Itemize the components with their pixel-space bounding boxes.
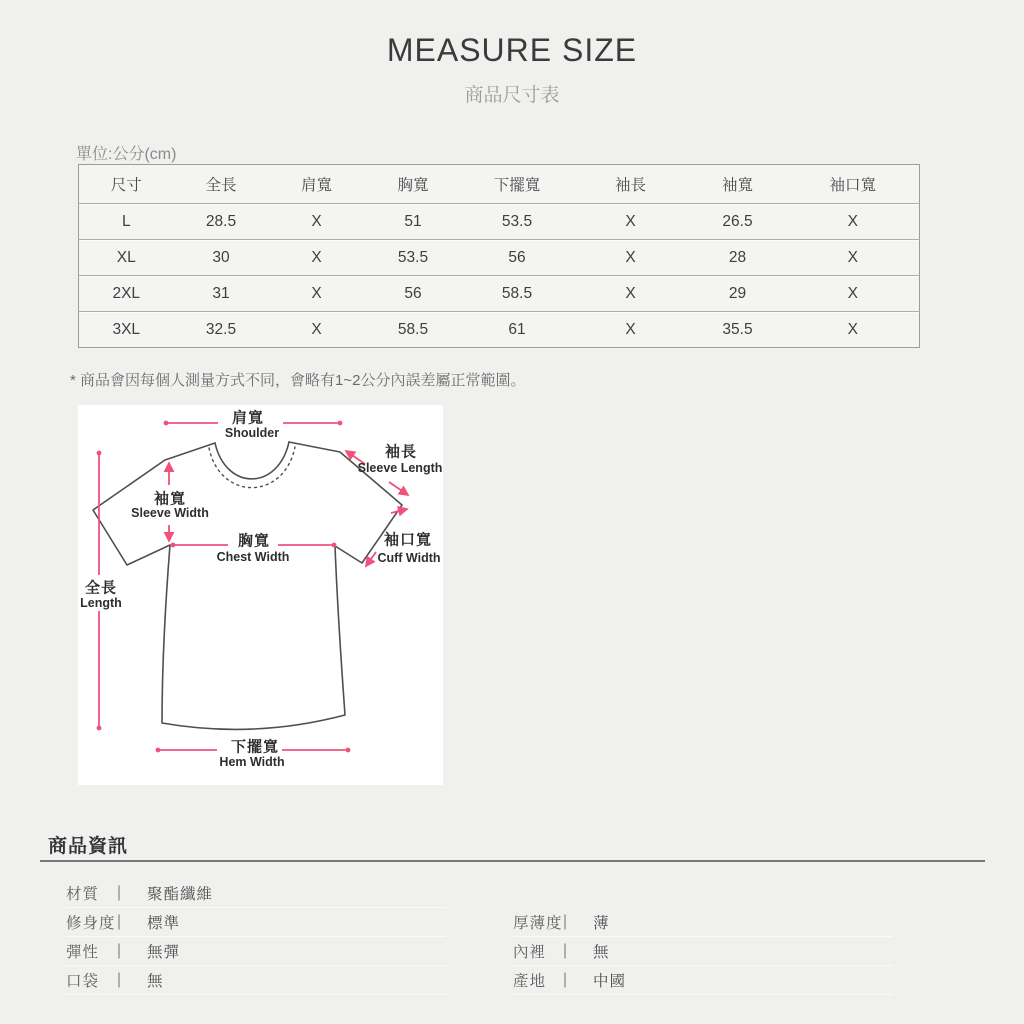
label-value-divider: | xyxy=(117,942,122,959)
size-table-cell: 35.5 xyxy=(689,312,787,348)
product-info-value: 無 xyxy=(593,944,610,961)
size-table-cell: X xyxy=(269,276,365,312)
size-table-row xyxy=(79,240,920,276)
size-table-cell: 3XL xyxy=(79,312,174,348)
size-footnote: * 商品會因每個人測量方式不同，會略有1~2公分內誤差屬正常範圍。 xyxy=(70,372,526,389)
size-table-column-header: 肩寬 xyxy=(300,177,332,194)
label-value-divider: | xyxy=(117,971,122,988)
size-table-row xyxy=(79,312,920,348)
tshirt-outline xyxy=(93,442,402,729)
size-table-column-header: 下擺寬 xyxy=(493,177,541,194)
size-table-cell: XL xyxy=(79,240,174,276)
product-info-value: 無彈 xyxy=(147,944,181,961)
size-table-cell: X xyxy=(787,276,920,312)
product-info-row xyxy=(513,966,893,995)
sleeve-length-label-zh: 袖長 xyxy=(384,443,418,461)
cuff-width-label-zh: 袖口寬 xyxy=(383,531,433,549)
size-table-cell: X xyxy=(787,312,920,348)
product-info-right-column xyxy=(513,908,893,995)
product-info-label: 內裡 xyxy=(513,944,547,961)
size-table-cell: X xyxy=(269,312,365,348)
size-table xyxy=(78,164,920,348)
size-table-cell: 29 xyxy=(689,276,787,312)
product-info-label: 彈性 xyxy=(66,944,100,961)
product-info-row xyxy=(66,879,446,908)
product-info-row xyxy=(66,937,446,966)
shoulder-label-en: Shoulder xyxy=(224,426,280,440)
size-table-cell: 58.5 xyxy=(462,276,573,312)
product-info-value: 中國 xyxy=(593,973,627,990)
hem-width-label-en: Hem Width xyxy=(219,755,285,769)
page-title: MEASURE SIZE xyxy=(386,32,638,68)
size-table-column-header: 全長 xyxy=(205,177,237,194)
size-table-column-header: 袖長 xyxy=(614,177,646,194)
size-table-cell: 31 xyxy=(174,276,269,312)
cuff-width-label-en: Cuff Width xyxy=(377,551,441,565)
size-table-cell: X xyxy=(787,204,920,240)
product-info-left-column xyxy=(66,879,446,995)
sleeve-width-label-zh: 袖寬 xyxy=(153,490,187,508)
label-value-divider: | xyxy=(563,942,568,959)
size-table-cell: 53.5 xyxy=(462,204,573,240)
size-table-cell: 53.5 xyxy=(365,240,462,276)
product-info-label: 修身度 xyxy=(66,915,116,932)
size-table-cell: X xyxy=(787,240,920,276)
hem-width-label-zh: 下擺寬 xyxy=(230,738,280,756)
label-value-divider: | xyxy=(117,913,122,930)
chest-width-label-en: Chest Width xyxy=(216,550,290,564)
size-table-cell: X xyxy=(573,312,689,348)
sleeve-width-label-en: Sleeve Width xyxy=(131,506,209,520)
size-table-container xyxy=(78,164,919,348)
product-info-row xyxy=(513,937,893,966)
product-info-heading: 商品資訊 xyxy=(48,836,129,857)
size-table-cell: 51 xyxy=(365,204,462,240)
product-info-label: 產地 xyxy=(513,973,547,990)
product-info-label: 材質 xyxy=(66,886,100,903)
label-value-divider: | xyxy=(563,913,568,930)
measurement-diagram xyxy=(78,405,443,785)
label-value-divider: | xyxy=(117,884,122,901)
product-info-label: 口袋 xyxy=(66,973,100,990)
page-subtitle: 商品尺寸表 xyxy=(464,85,560,106)
size-table-row xyxy=(79,276,920,312)
size-table-cell: X xyxy=(573,240,689,276)
unit-label: 單位:公分(cm) xyxy=(76,146,177,163)
size-table-column-header: 袖口寬 xyxy=(829,177,876,194)
size-table-column-header: 尺寸 xyxy=(110,177,142,194)
size-table-header-row xyxy=(79,165,920,204)
collar-stitch xyxy=(209,447,295,488)
size-table-cell: 32.5 xyxy=(174,312,269,348)
section-divider xyxy=(40,860,985,862)
size-table-cell: 2XL xyxy=(79,276,174,312)
shoulder-label-zh: 肩寬 xyxy=(231,409,265,427)
size-table-cell: 61 xyxy=(462,312,573,348)
size-table-row xyxy=(79,204,920,240)
product-info-value: 聚酯纖維 xyxy=(147,886,214,903)
label-value-divider: | xyxy=(563,971,568,988)
size-table-column-header: 胸寬 xyxy=(397,177,429,194)
size-table-cell: 56 xyxy=(365,276,462,312)
size-table-cell: 28.5 xyxy=(174,204,269,240)
size-table-cell: 26.5 xyxy=(689,204,787,240)
length-label-en: Length xyxy=(80,596,122,610)
size-table-cell: 58.5 xyxy=(365,312,462,348)
size-table-cell: X xyxy=(573,204,689,240)
size-table-cell: L xyxy=(79,204,174,240)
size-table-cell: 56 xyxy=(462,240,573,276)
sleeve-length-label-en: Sleeve Length xyxy=(357,461,443,475)
size-table-cell: X xyxy=(269,240,365,276)
product-info-row xyxy=(66,908,446,937)
size-table-cell: X xyxy=(573,276,689,312)
size-table-column-header: 袖寬 xyxy=(721,177,753,194)
product-info-value: 標準 xyxy=(147,915,181,932)
size-table-cell: X xyxy=(269,204,365,240)
product-info-label: 厚薄度 xyxy=(513,915,563,932)
size-table-cell: 28 xyxy=(689,240,787,276)
product-info-row xyxy=(66,966,446,995)
product-info-row xyxy=(513,908,893,937)
chest-width-label-zh: 胸寬 xyxy=(237,532,271,550)
size-table-cell: 30 xyxy=(174,240,269,276)
product-info-value: 薄 xyxy=(593,915,610,932)
length-label-zh: 全長 xyxy=(84,579,118,597)
product-info-value: 無 xyxy=(147,973,164,990)
